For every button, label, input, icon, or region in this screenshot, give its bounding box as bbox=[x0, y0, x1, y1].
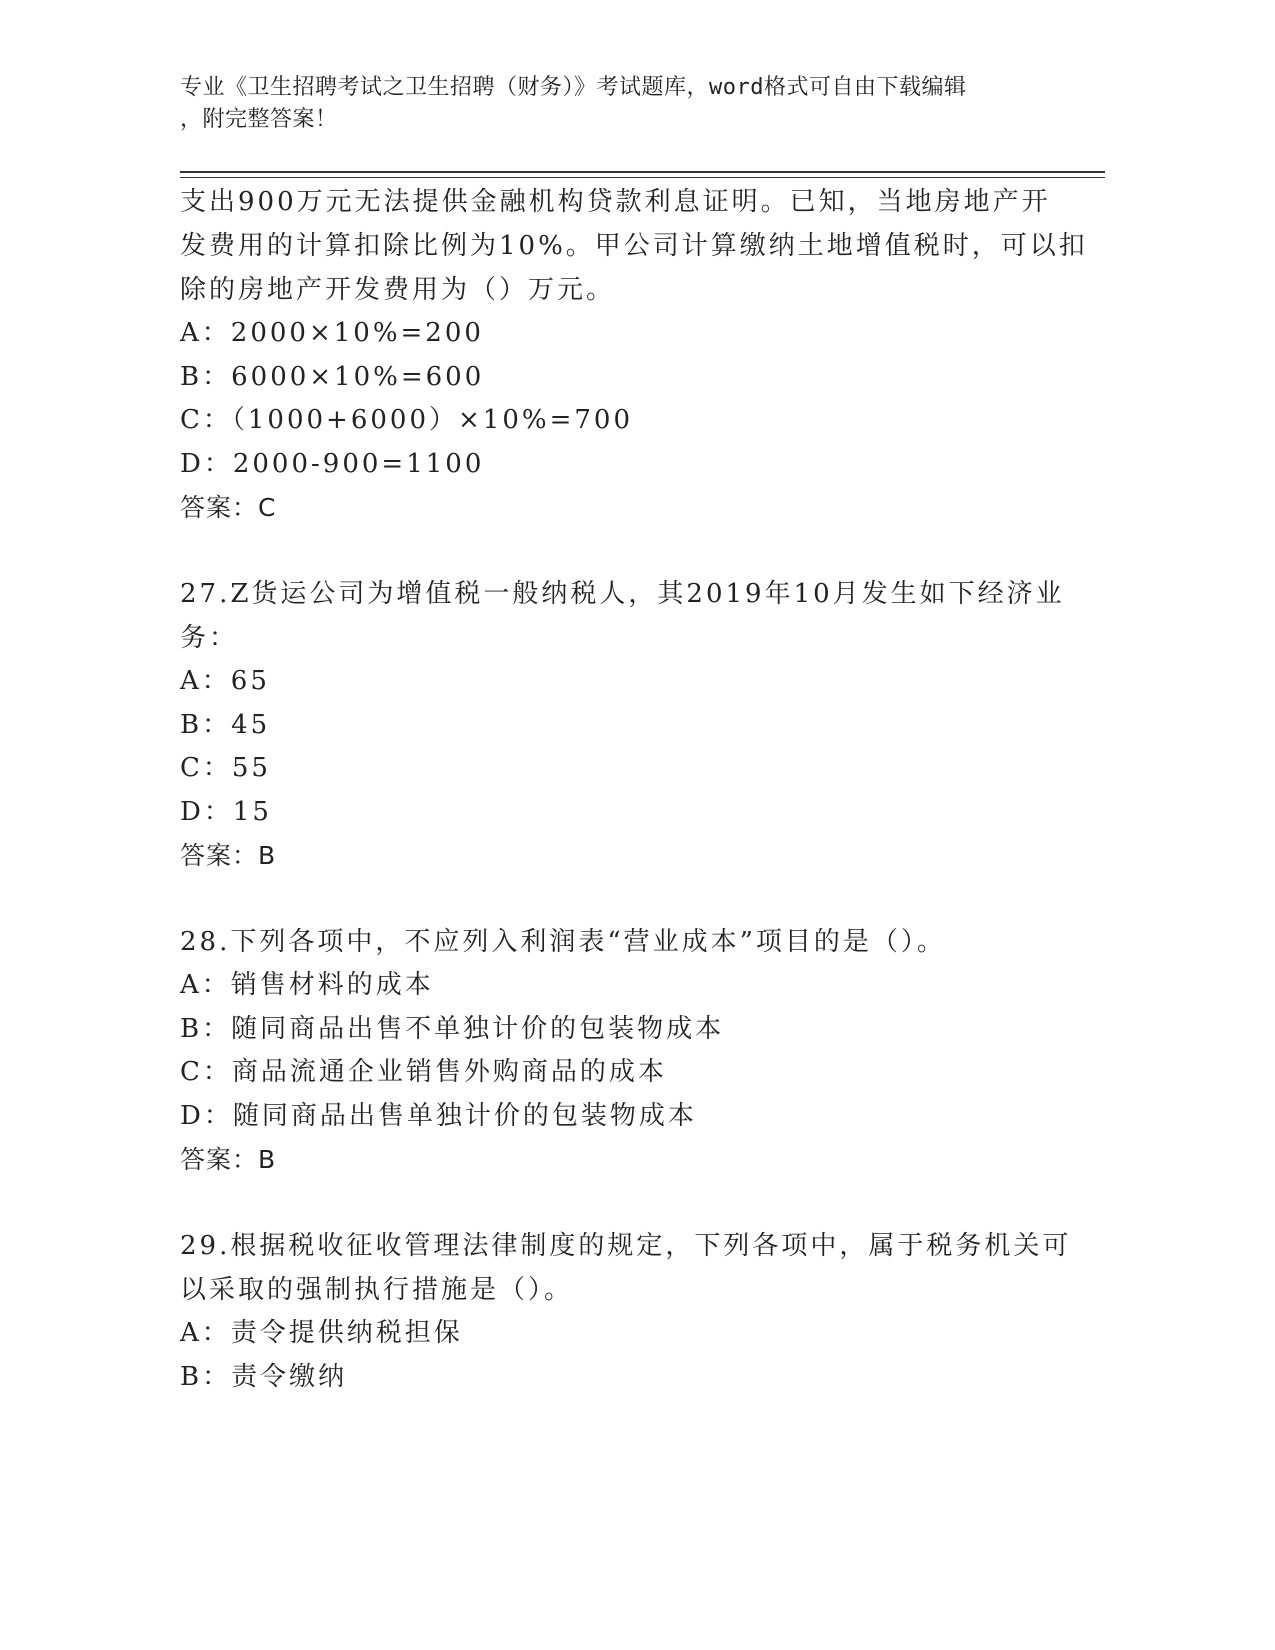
question-27 bbox=[180, 572, 1065, 878]
option-a: A：销售材料的成本 bbox=[180, 970, 434, 1000]
stem-line: 以采取的强制执行措施是（）。 bbox=[180, 1275, 574, 1305]
stem-line: 29.根据税收征收管理法律制度的规定，下列各项中，属于税务机关可 bbox=[180, 1231, 1072, 1261]
header-line-1: 专业《卫生招聘考试之卫生招聘（财务）》考试题库，word格式可自由下载编辑 bbox=[180, 75, 967, 100]
answer-line: 答案：B bbox=[180, 1145, 277, 1174]
header-divider-thick bbox=[180, 171, 1105, 173]
stem-line: 支出900万元无法提供金融机构贷款利息证明。已知，当地房地产开 bbox=[180, 187, 1051, 217]
header-divider-thin bbox=[180, 177, 1105, 178]
option-c: C：55 bbox=[180, 753, 271, 783]
question-stem bbox=[180, 1224, 1072, 1312]
header-line-2: ，附完整答案！ bbox=[180, 107, 338, 132]
question-stem bbox=[180, 180, 1088, 312]
option-b: B：随同商品出售不单独计价的包装物成本 bbox=[180, 1013, 725, 1044]
question-29 bbox=[180, 1224, 1072, 1399]
stem-line: 除的房地产开发费用为（）万元。 bbox=[180, 275, 616, 305]
answer-line: 答案：C bbox=[180, 493, 277, 522]
question-list bbox=[180, 180, 1088, 1441]
option-b: B：45 bbox=[180, 709, 271, 740]
option-d: D：15 bbox=[180, 796, 272, 827]
stem-line: 27.Z货运公司为增值税一般纳税人，其2019年10月发生如下经济业 bbox=[180, 579, 1065, 609]
answer-line: 答案：B bbox=[180, 841, 277, 870]
question-28 bbox=[180, 920, 1060, 1182]
option-b: B：责令缴纳 bbox=[180, 1361, 348, 1392]
option-d: D：随同商品出售单独计价的包装物成本 bbox=[180, 1100, 697, 1131]
option-b: B：6000×10%=600 bbox=[180, 361, 485, 392]
option-a: A：责令提供纳税担保 bbox=[180, 1318, 463, 1348]
question-26-continued bbox=[180, 180, 1088, 530]
option-c: C：（1000+6000）×10%=700 bbox=[180, 405, 634, 435]
stem-line: 发费用的计算扣除比例为10%。甲公司计算缴纳土地增值税时，可以扣 bbox=[180, 231, 1088, 261]
stem-line: 28.下列各项中，不应列入利润表“营业成本”项目的是（）。 bbox=[180, 927, 946, 957]
option-a: A：2000×10%=200 bbox=[180, 318, 484, 348]
option-a: A：65 bbox=[180, 666, 270, 696]
document-header bbox=[180, 72, 1040, 136]
question-stem bbox=[180, 920, 1060, 964]
option-c: C：商品流通企业销售外购商品的成本 bbox=[180, 1057, 667, 1087]
stem-line: 务： bbox=[180, 623, 239, 653]
option-d: D：2000-900=1100 bbox=[180, 448, 485, 479]
question-stem bbox=[180, 572, 1065, 660]
